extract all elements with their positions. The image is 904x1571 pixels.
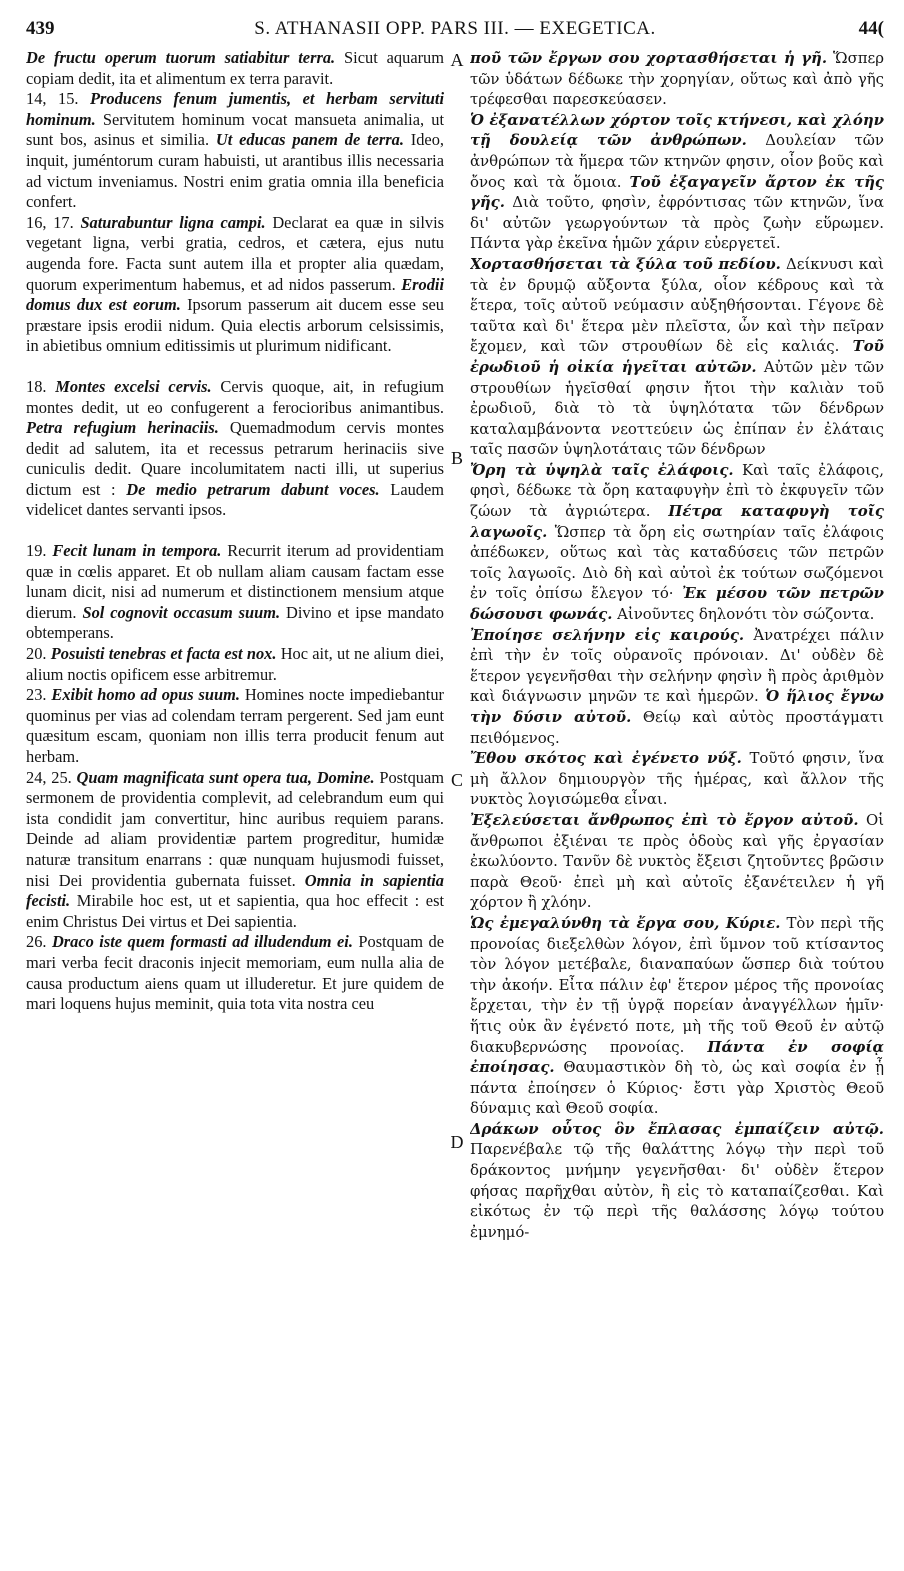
- latin-text: Servitutem hominum vocat mansueta animalia, ut sunt bos, asinus et similia.: [26, 109, 444, 150]
- latin-lemma: Producens fenum jumentis, et herbam servituti hominum.: [26, 89, 444, 129]
- latin-lemma: Draco iste quem formasti ad illudendum ei.: [51, 932, 353, 952]
- greek-text: Ὥσπερ τῶν ὑδάτων δέδωκε τὴν χορηγίαν, οὕτως καὶ ἀπὸ γῆς τρέφεσθαι παρεσκεύασεν.: [470, 49, 884, 109]
- latin-text: 26.: [26, 932, 52, 952]
- greek-text: Ἀνατρέχει πάλιν ἐπὶ τὴν ἐν τοῖς οὐρανοῖς πρόνοιαν. Δι' οὐδὲν δὲ ἕτερον γεγενῆσθαι τὴν σελήνην φησὶν ἢ πρὸς ἀριθμὸν καὶ διάγνωσιν μηνῶν τε καὶ ἡμερῶν.: [470, 625, 884, 706]
- greek-text: Αὐτῶν μὲν τῶν στρουθίων ἡγεῖσθαί φησιν ἤτοι τὴν καλιὰν τοῦ ἐρωδιοῦ, διὰ τὸ τὰ ὑψηλότατα τῶν δένδρων καταλαμβάνοντα νεοττεύειν ὡς ἐπίπαν ἐν ἐλάταις ταῖς πασῶν ὑψηλοτάταις τῶν δένδρων: [470, 357, 884, 459]
- greek-text: Καὶ ταῖς ἐλάφοις, φησὶ, δέδωκε τὰ ὄρη καταφυγὴν ἐπὶ τὸ ἐκφυγεῖν τῶν ζώων τὰ ἀγριώτερα.: [470, 460, 884, 521]
- greek-lemma: Ἐξελεύσεται ἄνθρωπος ἐπὶ τὸ ἔργον αὐτοῦ.: [470, 810, 859, 829]
- latin-lemma: Ut educas panem de terra.: [215, 130, 404, 150]
- latin-text: 14, 15.: [26, 89, 91, 109]
- latin-text: Laudem videlicet dantes servanti ipsos.: [26, 479, 444, 520]
- greek-lemma: Ὄρη τὰ ὑψηλὰ ταῖς ἐλάφοις.: [470, 460, 734, 479]
- latin-text: 16, 17.: [26, 212, 81, 232]
- greek-lemma: Πέτρα καταφυγὴ τοῖς λαγωοῖς.: [470, 502, 884, 541]
- greek-lemma: Ἐποίησε σελήνην εἰς καιρούς.: [470, 625, 745, 644]
- latin-lemma: Sol cognovit occasum suum.: [82, 602, 281, 622]
- latin-paragraph: [26, 48, 444, 89]
- latin-text: Declarat ea quæ in silvis vegetant ligna, verbi gratia, cedros, et cætera, ejus nutu augenda fore. Facta sunt autem illa et propter alia quædam, quorum experimentum habemus, et ad nidos passerum.: [26, 212, 444, 294]
- latin-column: [26, 48, 444, 1558]
- latin-lemma: Posuisti tenebras et facta est nox.: [50, 644, 277, 664]
- greek-text: Αἰνοῦντες δηλονότι τὸν σώζοντα.: [612, 605, 875, 624]
- greek-paragraph: [470, 110, 884, 254]
- latin-paragraph: [26, 644, 444, 685]
- greek-paragraph: [470, 48, 884, 110]
- page-number-right: 44(: [858, 18, 884, 39]
- margin-letter-b: B: [450, 448, 463, 468]
- greek-text: Θαυμαστικὸν δὴ τὸ, ὡς καὶ σοφία ἐν ᾗ πάντα ἐποίησεν ὁ Κύριος· ἔστι γὰρ Χριστὸς Θεοῦ δύναμις καὶ Θεοῦ σοφία.: [470, 1058, 884, 1118]
- greek-paragraph: [470, 460, 884, 625]
- latin-text: Ideo, inquit, juméntorum curam habuisti, ut arantibus illis necessaria ad victum inveniamus. Nostri enim gratia omnia illa beneficia confert.: [26, 130, 444, 212]
- greek-lemma: Δράκων οὗτος ὃν ἔπλασας ἐμπαίζειν αὐτῷ.: [470, 1119, 884, 1138]
- latin-text: Ipsorum passerum ait ducem esse seu præstare ipsis erodii nidum. Quia electis arborum celsissimis, in abietibus omnium editissimis ut plurimum nidificant.: [26, 295, 444, 356]
- greek-paragraph: [470, 254, 884, 460]
- greek-text: Ὥσπερ τὰ ὄρη εἰς σωτηρίαν ταῖς ἐλάφοις ἀπέδωκεν, οὕτως καὶ τὰς καταδύσεις τῶν πετρῶν τοῖς λαγωοῖς. Διὸ δὴ καὶ αὐτοὶ ἐκ τούτων σωζόμενοι ἐν τοῖς ὀπίσω ἔλεγον τό·: [470, 522, 884, 603]
- greek-lemma: ποῦ τῶν ἔργων σου χορτασθήσεται ἡ γῆ.: [470, 49, 828, 67]
- greek-text: Παρενέβαλε τῷ τῆς θαλάττης λόγῳ τὴν περὶ τοῦ δράκοντος μνήμην γεγενῆσθαι· δι' οὐδὲν ἕτερον φήσας παρῆχθαι αὐτὸν, ἢ εἰς τὸ καταπαίζεσθαι. Καὶ εἰκότως ἐν τῷ περὶ τῆς θαλάσσης λόγῳ τούτου ἐμνημό-: [470, 1140, 884, 1241]
- latin-lemma: Petra refugium herinaciis.: [26, 418, 219, 438]
- greek-paragraph: [470, 625, 884, 749]
- greek-text: Τοῦτό φησιν, ἵνα μὴ ἄλλον δημιουργὸν τῆς ἡμέρας, καὶ ἄλλον τῆς νυκτὸς λογισώμεθα εἶναι.: [470, 749, 884, 809]
- greek-text: Δείκνυσι καὶ τὰ ἐν δρυμῷ αὔξοντα ξύλα, οἷον κέδρους καὶ τὰ ἕτερα, τοῖς αὐτοῦ νεύμασιν αὐξηθήσονται. Γέγονε δὲ ταῦτα καὶ δι' ἕτερα μὲν πλεῖστα, ὧν καὶ τὴν πεῖραν ἔχομεν, καὶ τῶν στρουθίων δὲ εἰς καλιάς.: [470, 254, 884, 356]
- greek-lemma: Χορτασθήσεται τὰ ξύλα τοῦ πεδίου.: [470, 254, 781, 273]
- latin-lemma: Fecit lunam in tempora.: [52, 541, 222, 561]
- page-number-left: 439: [26, 18, 55, 39]
- latin-lemma: De fructu operum tuorum satiabitur terra.: [26, 48, 336, 67]
- latin-text: Sicut aquarum copiam dedit, ita et alimentum ex terra paravit.: [26, 48, 444, 88]
- latin-text: Divino et ipse mandato obtemperans.: [26, 602, 444, 643]
- latin-paragraph: [26, 541, 444, 644]
- latin-text: 24, 25.: [26, 767, 77, 787]
- greek-lemma: Πάντα ἐν σοφίᾳ ἐποίησας.: [470, 1037, 884, 1077]
- latin-text: Quemadmodum cervis montes dedit ad salutem, ita et recessus petrarum herinaciis sive cuniculis dedit. Quare incolumitatem nacti illi, ut superius dictum est :: [26, 418, 444, 499]
- greek-lemma: Τοῦ ἐρωδιοῦ ἡ οἰκία ἡγεῖται αὐτῶν.: [470, 337, 884, 376]
- latin-text: Recurrit iterum ad providentiam quæ in cœlis apparet. Et ob nullam aliam causam factam esse lunam dicit, nisi ad numerum et distinctionem mensium atque dierum.: [26, 541, 444, 622]
- greek-lemma: Ἐκ μέσου τῶν πετρῶν δώσουσι φωνάς.: [470, 584, 884, 624]
- margin-letter-d: D: [450, 1132, 464, 1152]
- greek-paragraph: [470, 810, 884, 913]
- greek-lemma: Ὡς ἐμεγαλύνθη τὰ ἔργα σου, Κύριε.: [470, 913, 781, 932]
- running-title: S. ATHANASII OPP. PARS III. — EXEGETICA.: [254, 18, 656, 39]
- latin-text: Hoc ait, ut ne alium diei, alium noctis opificem esse arbitremur.: [26, 644, 444, 684]
- margin-letter-a: A: [450, 50, 464, 70]
- latin-text: Postquam de mari verba fecit draconis injecit memoriam, eum nulla alia de causa productum aiens quam ut illuderetur. Et jure quidem de mari loquens hujus meminit, quia tota vita nostra ceu: [26, 932, 444, 1014]
- latin-paragraph: [26, 213, 444, 357]
- latin-lemma: De medio petrarum dabunt voces.: [126, 479, 380, 499]
- greek-lemma: Ἔθου σκότος καὶ ἐγένετο νύξ.: [470, 749, 742, 768]
- greek-column: [470, 48, 884, 1558]
- latin-paragraph: [26, 768, 444, 933]
- latin-lemma: Quam magnificata sunt opera tua, Domine.: [76, 767, 375, 787]
- latin-text: Postquam sermonem de providentia complevit, ad celebrandum eum qui ista condidit jam convertitur, hinc auribus requiem parans. Deinde ad aliam providentiæ partem progreditur, humidæ naturæ transitum enarrans : quæ nunquam hujusmodi fuisset, nisi Dei providentia gubernata fuisset.: [26, 767, 444, 890]
- latin-text: 20.: [26, 644, 51, 664]
- greek-text: Θείῳ καὶ αὐτὸς προστάγματι πειθόμενος.: [470, 708, 884, 747]
- margin-letter-c: C: [450, 770, 463, 790]
- greek-paragraph: [470, 913, 884, 1119]
- latin-lemma: Saturabuntur ligna campi.: [80, 212, 266, 232]
- greek-paragraph: [470, 748, 884, 810]
- greek-text: Οἱ ἄνθρωποι ἐξιέναι τε πρὸς ὁδοὺς καὶ γῆς ἐργασίαν ἐκωλύοντο. Τανῦν δὲ νυκτὸς ἔξεισι ζητοῦντες βρῶσιν παρὰ Θεοῦ· ἐπεὶ μὴ καὶ αὐτοῖς ἐξανέτειλεν ἡ γῆ χόρτον ἢ χλόην.: [470, 810, 884, 912]
- latin-paragraph: [26, 89, 444, 213]
- latin-text: Homines nocte impediebantur quominus per vias ad colendam terram pergerent. Sed jam eunt quæsitum escam, quoniam non illis terra producit fenum aut herbam.: [26, 685, 444, 766]
- latin-lemma: Omnia in sapientia fecisti.: [26, 870, 444, 911]
- greek-text: Δουλείαν τῶν ἀνθρώπων τὰ ἥμερα τῶν κτηνῶν φησιν, οἷον βοῦς καὶ ὄνος καὶ τὰ ὅμοια.: [470, 131, 884, 191]
- latin-lemma: Erodii domus dux est eorum.: [26, 274, 444, 315]
- greek-paragraph: [470, 1119, 884, 1243]
- latin-lemma: Montes excelsi cervis.: [55, 376, 212, 396]
- latin-text: 19.: [26, 541, 53, 561]
- greek-lemma: Τοῦ ἐξαγαγεῖν ἄρτον ἐκ τῆς γῆς.: [470, 172, 884, 212]
- latin-text: Mirabile hoc est, ut et sapientia, qua hoc effecit : est enim Christus Dei virtus et Dei sapientia.: [26, 891, 444, 931]
- greek-lemma: Ὁ ἐξανατέλλων χόρτον τοῖς κτήνεσι, καὶ χλόην τῇ δουλείᾳ τῶν ἀνθρώπων.: [470, 110, 884, 150]
- latin-text: Cervis quoque, ait, in refugium montes dedit, ut eo confugerent a ferocioribus animantibus.: [26, 376, 444, 417]
- latin-paragraph: [26, 685, 444, 767]
- greek-text: Τὸν περὶ τῆς προνοίας διεξελθὼν λόγον, ἐπὶ ὕμνον τοῦ κτίσαντος τὸν λόγον μετέβαλε, διαναπαύων ὥσπερ διὰ τούτου τὴν ἀκοήν. Εἶτα πάλιν ἐφ' ἕτερον μέρος τῆς προνοίας ἔρχεται, τὴν ἐν τῇ ὑγρᾷ πορείαν ἀναγγέλλων ἡμῖν· ἥτις οὐκ ἂν ἐγένετό ποτε, μὴ τῆς τοῦ Θεοῦ ἐν αὐτῷ διακυβερνώσης προνοίας.: [470, 913, 884, 1056]
- greek-text: Διὰ τοῦτο, φησὶν, ἐφρόντισας τῶν κτηνῶν, ἵνα δι' αὐτῶν γεωργούντων τὰ πρὸς ζωὴν εὕρωμεν. Πάντα γὰρ ἐκεῖνα ἡμῶν χάριν εὐεργετεῖ.: [470, 193, 884, 253]
- latin-text: 23.: [26, 685, 52, 705]
- page-header: [26, 12, 884, 42]
- latin-paragraph: [26, 932, 444, 1014]
- latin-paragraph: [26, 377, 444, 521]
- latin-text: 18.: [26, 376, 56, 396]
- greek-lemma: Ὁ ἥλιος ἔγνω τὴν δύσιν αὐτοῦ.: [470, 687, 884, 726]
- latin-lemma: Exibit homo ad opus suum.: [51, 685, 240, 705]
